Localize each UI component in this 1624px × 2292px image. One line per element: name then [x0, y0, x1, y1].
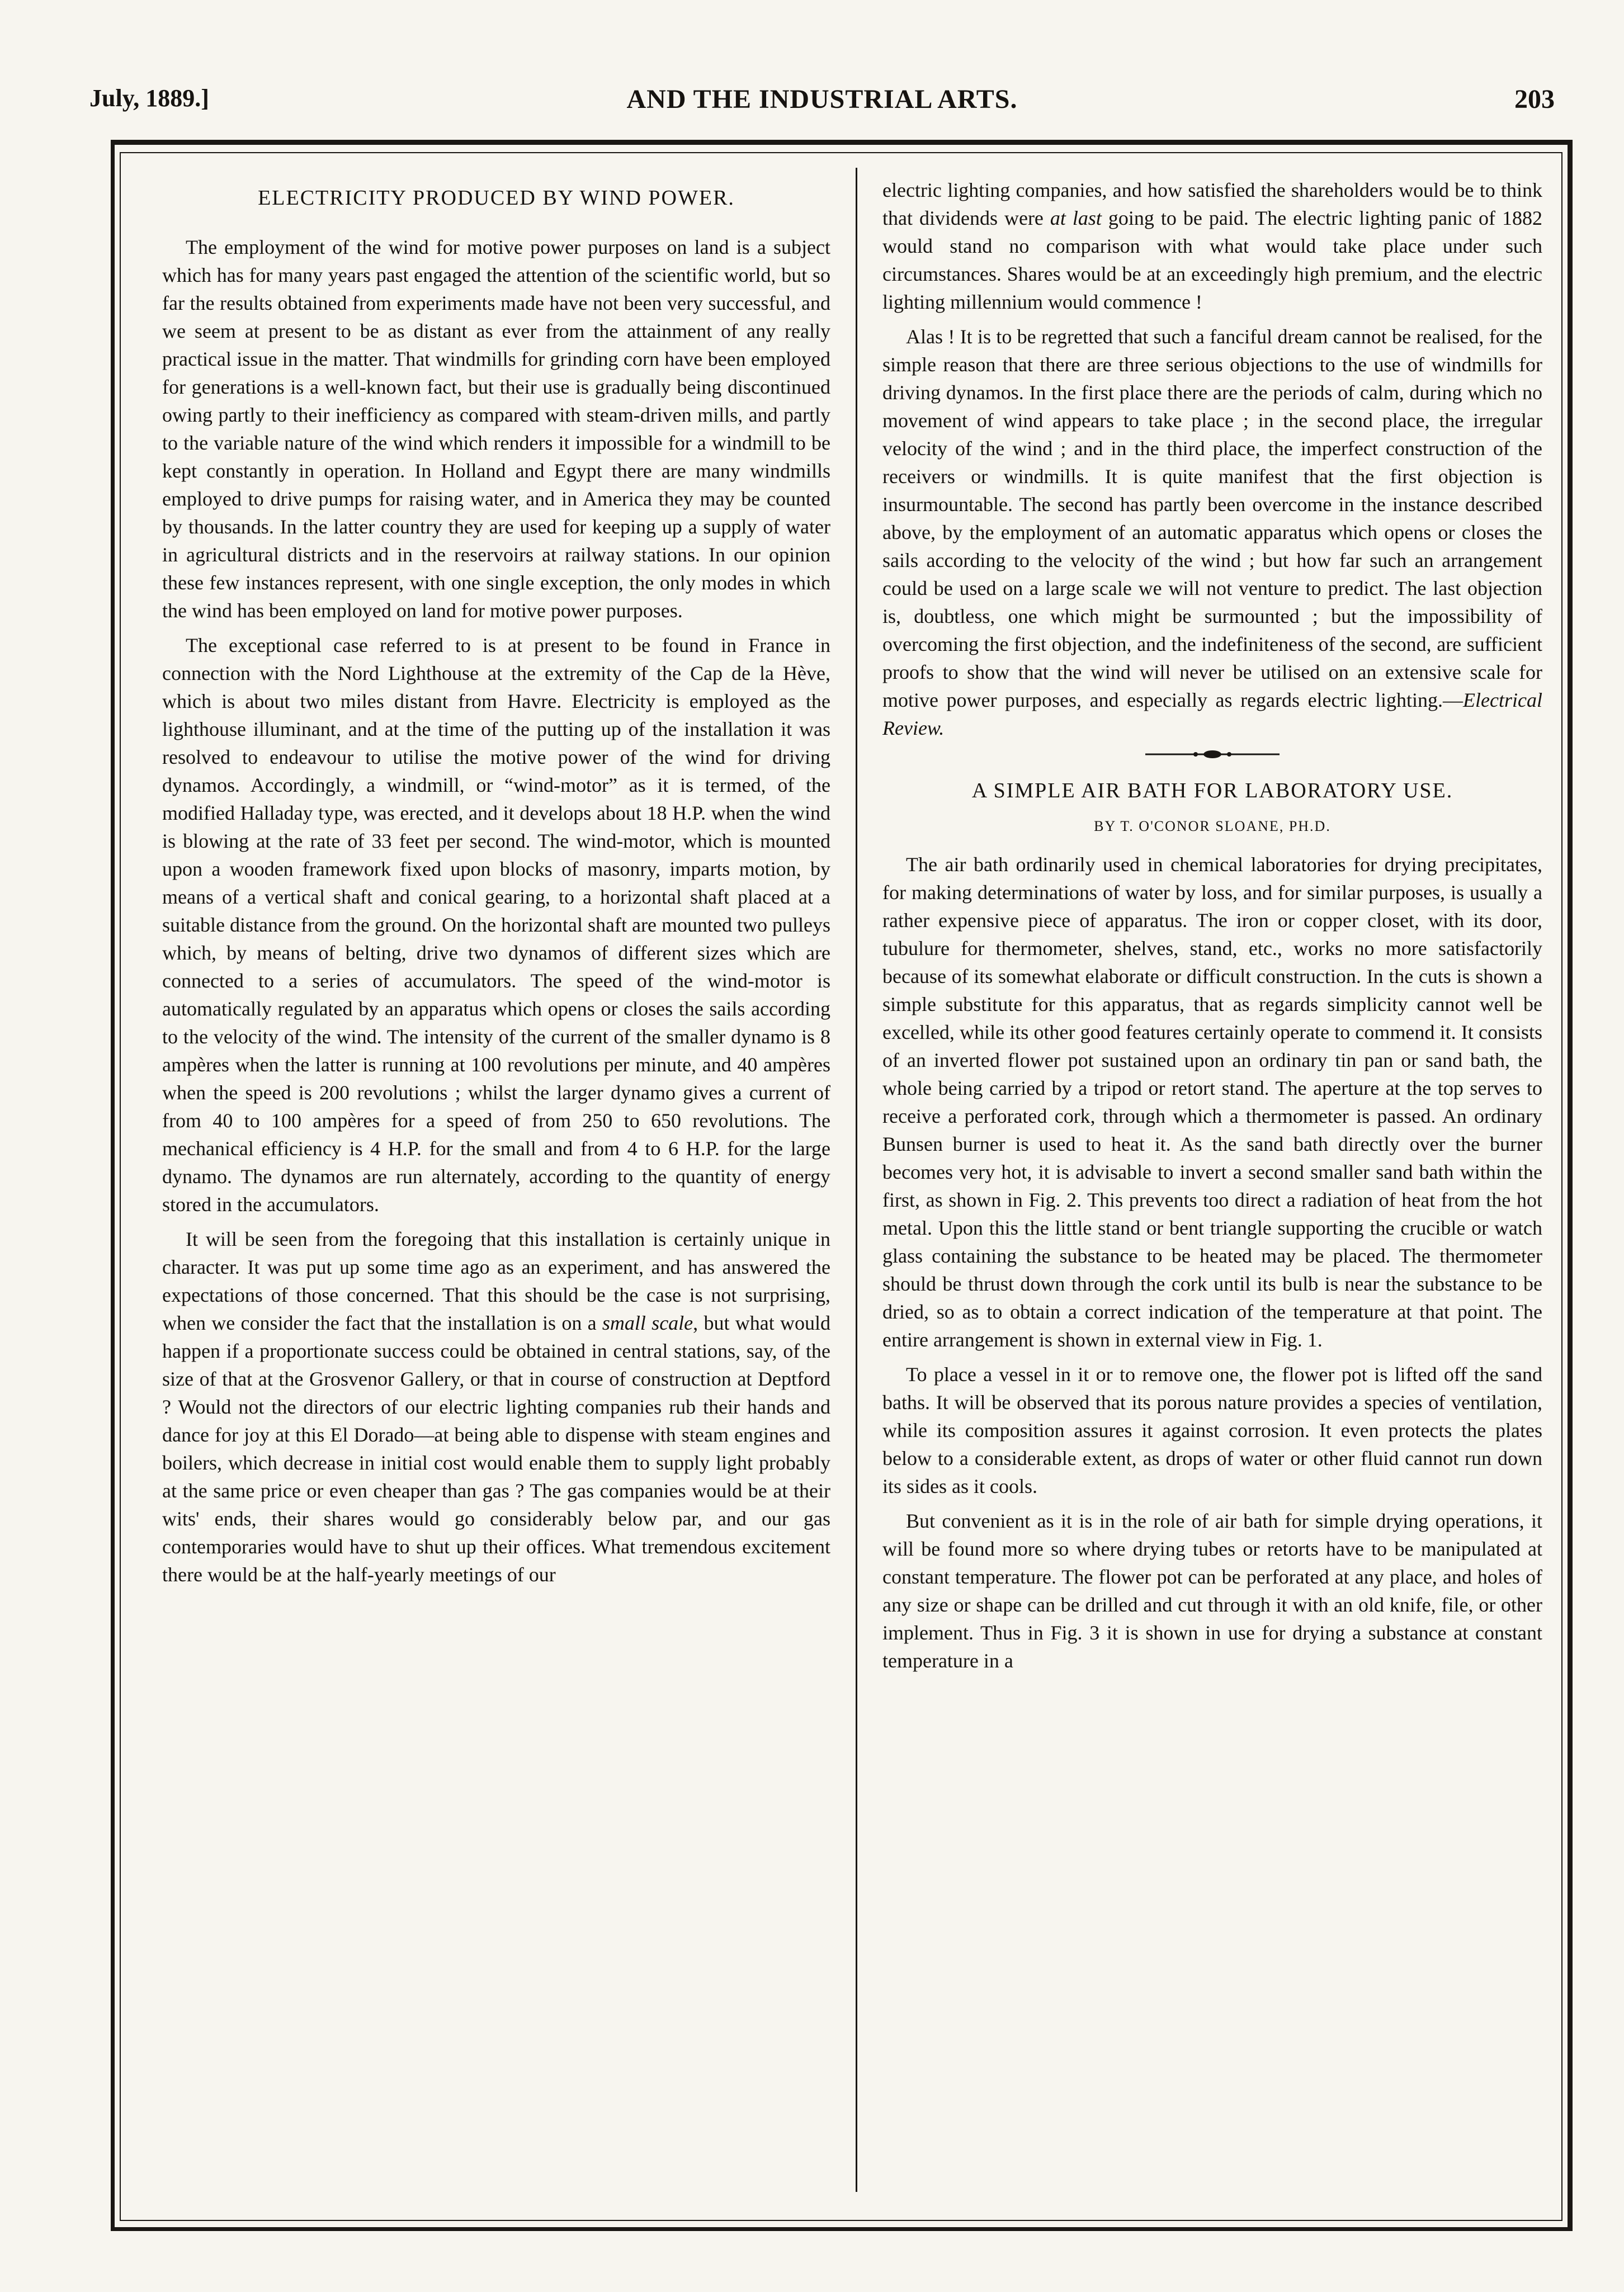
article-title-air-bath: A SIMPLE AIR BATH FOR LABORATORY USE.: [971, 779, 1453, 802]
column-rule: [856, 168, 857, 2192]
paragraph: [882, 323, 1542, 742]
text-run: going to be paid. The electric lighting panic of 1882 would stand no comparison with what would take place under such circumstances. Shares would be at an exceedingly high premium, and the electric lighting millennium would commence !: [882, 207, 1542, 313]
article-title-wind-power: ELECTRICITY PRODUCED BY WIND POWER.: [258, 186, 735, 210]
page-number: 203: [1514, 84, 1555, 114]
text-run: It will be seen from the foregoing that this installation is certainly unique in character. It was put up some time ago as an experiment, and has answered the expectations of those concerned. That this should be the case is not surprising, when we consider the fact that the installation is on a: [162, 1228, 830, 1334]
author-byline: BY T. O'CONOR SLOANE, PH.D.: [1094, 818, 1331, 834]
paragraph: But convenient as it is in the role of air bath for simple drying operations, it will be found more so where drying tubes or retorts have to be manipulated at constant temperature. The flower pot can be perforated at any place, and holes of any size or shape can be drilled and cut through it with an old knife, file, or other implement. Thus in Fig. 3 it is shown in use for drying a substance at constant temperature in a: [882, 1510, 1542, 1672]
page-header: [89, 84, 1555, 123]
right-column: [882, 176, 1542, 1681]
paragraph-continued: [882, 176, 1542, 316]
emphasis: small scale: [602, 1312, 693, 1334]
paragraph: [162, 1225, 830, 1589]
paragraph: The employment of the wind for motive power purposes on land is a subject which has for many years past engaged the attention of the scientific world, but so far the results obtained from experiments made have not been very successful, and we seem at present to be as distant as ever from the attainment of any really practical issue in the matter. That windmills for grinding corn have been employed for generations is a well-known fact, but their use is gradually being discontinued owing partly to their inefficiency as compared with steam-driven mills, and partly to the variable nature of the wind which renders it impossible for a windmill to be kept constantly in operation. In Holland and Egypt there are many windmills employed to drive pumps for raising water, and in America they may be counted by thousands. In the latter country they are used for keeping up a supply of water in agricultural districts and in the reservoirs at railway stations. In our opinion these few instances represent, with one single exception, the only modes in which the wind has been employed on land for motive power purposes.: [162, 236, 830, 622]
emphasis: at last: [1050, 207, 1102, 229]
divider-ornament-icon: [1140, 749, 1285, 760]
text-run: Alas ! It is to be regretted that such a fanciful dream cannot be realised, for the simple reason that there are three serious objections to the use of windmills for driving dynamos. In the first place there are the periods of calm, during which no movement of wind appears to take place ; in the second place, the irregular velocity of the wind ; and in the third place, the imperfect construction of the receivers or windmills. It is quite manifest that the first objection is insurmountable. The second has partly been overcome in the instance described above, by the employment of an automatic apparatus which opens or closes the sails according to the velocity of the wind ; but how far such an arrangement could be used on a large scale we will not venture to predict. The last objection is, doubtless, one which might be surmounted ; but the impossibility of overcoming the first objection, and the indefiniteness of the second, are sufficient proofs to show that the wind will never be utilised on an extensive scale for motive power purposes, and especially as regards electric lighting.—: [882, 325, 1542, 711]
text-run: electric lighting companies, and how satisfied the shareholders would be to think that dividends were: [882, 179, 1542, 229]
left-column: [162, 176, 830, 1595]
paragraph: The air bath ordinarily used in chemical laboratories for drying precipitates, for making determinations of water by loss, and for similar purposes, is usually a rather expensive piece of apparatus. The iron or copper closet, with its door, tubulure for thermometer, shelves, stand, etc., works no more satisfactorily because of its somewhat elaborate or difficult construction. In the cuts is shown a simple substitute for this apparatus, that as regards simplicity cannot well be excelled, while its other good features certainly operate to commend it. It consists of an inverted flower pot sustained upon an ordinary tin pan or sand bath, the whole being carried by a tripod or retort stand. The aperture at the top serves to receive a perforated cork, through which a thermometer is passed. An ordinary Bunsen burner is used to heat it. As the sand bath directly over the burner becomes very hot, it is advisable to invert a second smaller sand bath within the first, as shown in Fig. 2. This prevents too direct a radiation of heat from the hot metal. Upon this the little stand or bent triangle supporting the crucible or watch glass containing the substance to be heated may be placed. The thermometer should be thrust down through the cork until its bulb is near the substance to be dried, so as to obtain a correct indication of the temperature at that point. The entire arrangement is shown in external view in Fig. 1.: [882, 853, 1542, 1351]
paragraph: The exceptional case referred to is at present to be found in France in connection with the Nord Lighthouse at the extremity of the Cap de la Hève, which is about two miles distant from Havre. Electricity is employed as the lighthouse illuminant, and at the time of the putting up of the installation it was resolved to endeavour to utilise the motive power of the wind for driving dynamos. Accordingly, a windmill, or “wind-motor” as it is termed, of the modified Halladay type, was erected, and it develops about 18 H.P. when the wind is blowing at the rate of 33 feet per second. The wind-motor, which is mounted upon a wooden framework fixed upon blocks of masonry, imparts motion, by means of a vertical shaft and conical gearing, to a horizontal shaft placed at a suitable distance from the ground. On the horizontal shaft are mounted two pulleys which, by means of belting, drive two dynamos of different sizes which are connected to a series of accumulators. The speed of the wind-motor is automatically regulated by an apparatus which opens or closes the sails according to the velocity of the wind. The intensity of the current of the smaller dynamo is 8 ampères when the latter is running at 100 revolutions per minute, and 40 ampères when the speed is 200 revolutions ; whilst the larger dynamo gives a current of from 40 to 100 ampères for a speed of from 250 to 650 revolutions. The mechanical efficiency is 4 H.P. for the small and from 4 to 6 H.P. for the large dynamo. The dynamos are run alternately, according to the quantity of energy stored in the accumulators.: [162, 634, 830, 1216]
source-citation: Electrical Review.: [882, 689, 1542, 739]
issue-date: July, 1889.]: [89, 84, 209, 112]
running-title: AND THE INDUSTRIAL ARTS.: [626, 84, 1018, 114]
paragraph: To place a vessel in it or to remove one, the flower pot is lifted off the sand baths. It will be observed that its porous nature provides a species of ventilation, while its composition assures it against corrosion. It even protects the plates below to a considerable extent, as drops of water or other fluid cannot run down its sides as it cools.: [882, 1363, 1542, 1497]
ornamental-divider: [882, 749, 1542, 760]
text-run: , but what would happen if a proportionate success could be obtained in central stations, say, of the size of that at the Grosvenor Gallery, or that in course of construction at Deptford ? Would not the directors of our electric lighting companies rub their hands and dance for joy at this El Dorado—at being able to dispense with steam engines and boilers, which decrease in initial cost would enable them to supply light probably at the same price or even cheaper than gas ? The gas companies would be at their wits' ends, their shares would go considerably below par, and our gas contemporaries would have to shut up their offices. What tremendous excitement there would be at the half-yearly meetings of our: [162, 1312, 830, 1586]
